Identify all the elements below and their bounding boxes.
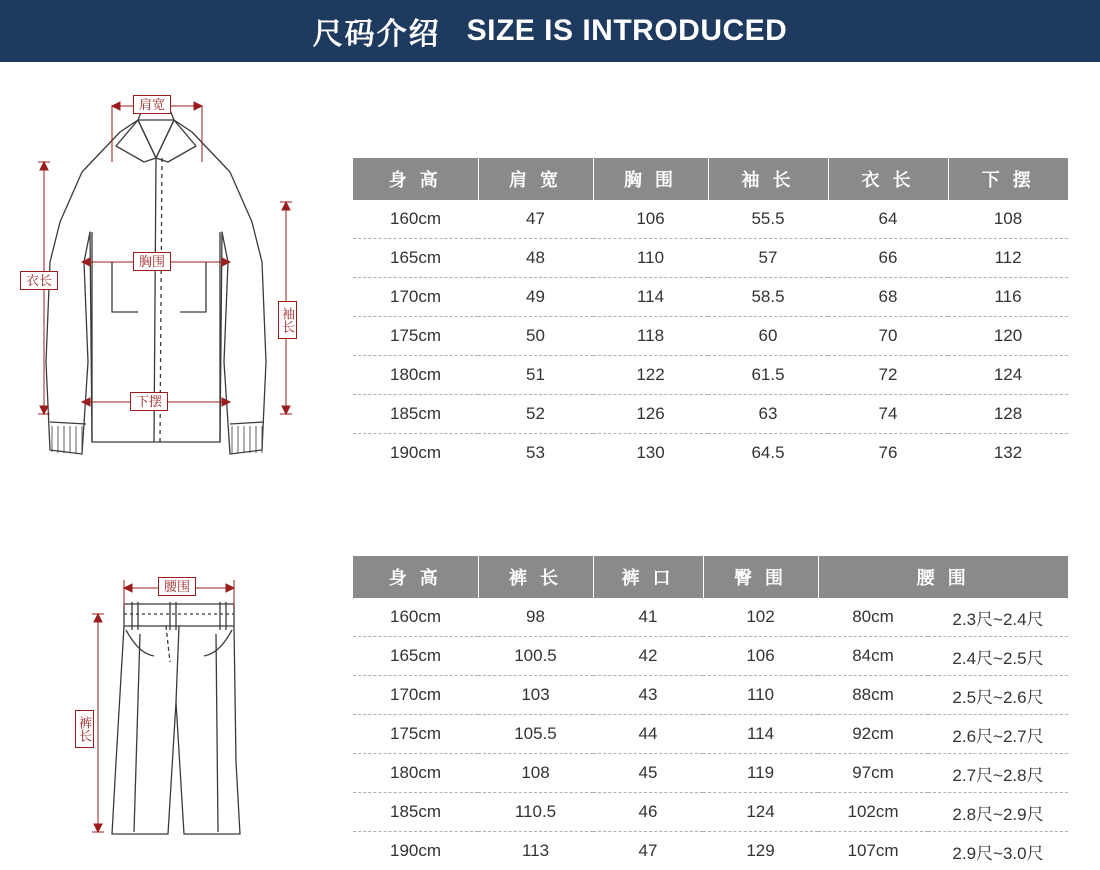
cell-shoulder: 48 <box>478 239 593 278</box>
cell-shoulder: 51 <box>478 356 593 395</box>
cell-pants-length: 105.5 <box>478 715 593 754</box>
cell-shoulder: 53 <box>478 434 593 473</box>
table-row <box>353 598 1068 637</box>
cell-waist-cm: 80cm <box>818 598 928 637</box>
cell-pants-length: 98 <box>478 598 593 637</box>
table-row <box>353 317 1068 356</box>
cell-pants-length: 100.5 <box>478 637 593 676</box>
cell-chest: 118 <box>593 317 708 356</box>
cell-hip: 110 <box>703 676 818 715</box>
cell-pants-length: 103 <box>478 676 593 715</box>
cell-sleeve: 55.5 <box>708 200 828 239</box>
jacket-size-table-wrapper <box>353 158 1068 472</box>
cell-height: 160cm <box>353 598 478 637</box>
cell-length: 76 <box>828 434 948 473</box>
pants-diagram <box>20 462 340 837</box>
cell-pants-opening: 45 <box>593 754 703 793</box>
jacket-size-table <box>353 158 1068 472</box>
cell-chest: 114 <box>593 278 708 317</box>
cell-height: 170cm <box>353 676 478 715</box>
cell-pants-opening: 44 <box>593 715 703 754</box>
cell-hem: 120 <box>948 317 1068 356</box>
col-header-pants-opening: 裤 口 <box>593 556 703 598</box>
label-shoulder-width: 肩宽 <box>133 95 171 114</box>
table-row <box>353 239 1068 278</box>
table-row <box>353 356 1068 395</box>
content-area <box>0 62 1100 837</box>
col-header-height: 身 高 <box>353 556 478 598</box>
col-header-hip: 臀 围 <box>703 556 818 598</box>
cell-hip: 119 <box>703 754 818 793</box>
col-header-shoulder: 肩 宽 <box>478 158 593 200</box>
cell-waist-cm: 88cm <box>818 676 928 715</box>
cell-pants-opening: 41 <box>593 598 703 637</box>
cell-hip: 114 <box>703 715 818 754</box>
cell-height: 175cm <box>353 715 478 754</box>
cell-hem: 128 <box>948 395 1068 434</box>
cell-sleeve: 58.5 <box>708 278 828 317</box>
cell-length: 70 <box>828 317 948 356</box>
cell-waist-cm: 107cm <box>818 832 928 870</box>
jacket-diagram <box>20 62 340 462</box>
cell-sleeve: 64.5 <box>708 434 828 473</box>
cell-waist-cm: 84cm <box>818 637 928 676</box>
cell-shoulder: 47 <box>478 200 593 239</box>
cell-hem: 132 <box>948 434 1068 473</box>
cell-hem: 116 <box>948 278 1068 317</box>
cell-hip: 102 <box>703 598 818 637</box>
col-header-height: 身 高 <box>353 158 478 200</box>
page-title-en: SIZE IS INTRODUCED <box>467 14 788 48</box>
cell-height: 185cm <box>353 793 478 832</box>
cell-pants-opening: 47 <box>593 832 703 870</box>
cell-length: 68 <box>828 278 948 317</box>
table-row <box>353 200 1068 239</box>
cell-chest: 130 <box>593 434 708 473</box>
cell-height: 180cm <box>353 356 478 395</box>
cell-height: 165cm <box>353 239 478 278</box>
table-row <box>353 278 1068 317</box>
cell-chest: 110 <box>593 239 708 278</box>
col-header-hem: 下 摆 <box>948 158 1068 200</box>
col-header-chest: 胸 围 <box>593 158 708 200</box>
cell-hip: 124 <box>703 793 818 832</box>
cell-height: 185cm <box>353 395 478 434</box>
cell-height: 180cm <box>353 754 478 793</box>
cell-hem: 108 <box>948 200 1068 239</box>
cell-hem: 112 <box>948 239 1068 278</box>
table-row <box>353 754 1068 793</box>
table-row <box>353 832 1068 870</box>
cell-waist-chi: 2.8尺~2.9尺 <box>928 793 1068 832</box>
page-title-cn: 尺码介绍 <box>313 9 441 53</box>
col-header-length: 衣 长 <box>828 158 948 200</box>
label-garment-length: 衣长 <box>20 271 58 290</box>
jacket-illustration-svg <box>20 62 340 462</box>
cell-hip: 129 <box>703 832 818 870</box>
cell-height: 170cm <box>353 278 478 317</box>
table-row <box>353 793 1068 832</box>
col-header-sleeve: 袖 长 <box>708 158 828 200</box>
cell-waist-cm: 97cm <box>818 754 928 793</box>
label-waist: 腰围 <box>158 577 196 596</box>
jacket-section <box>0 62 1100 462</box>
cell-waist-chi: 2.9尺~3.0尺 <box>928 832 1068 870</box>
cell-length: 74 <box>828 395 948 434</box>
cell-pants-opening: 43 <box>593 676 703 715</box>
cell-sleeve: 57 <box>708 239 828 278</box>
label-pants-length: 裤长 <box>75 710 94 748</box>
cell-sleeve: 63 <box>708 395 828 434</box>
table-row <box>353 637 1068 676</box>
label-chest: 胸围 <box>133 252 171 271</box>
cell-pants-length: 113 <box>478 832 593 870</box>
cell-pants-length: 108 <box>478 754 593 793</box>
col-header-waist: 腰 围 <box>818 556 1068 598</box>
table-row <box>353 395 1068 434</box>
cell-pants-length: 110.5 <box>478 793 593 832</box>
pants-section <box>0 462 1100 837</box>
label-hem: 下摆 <box>130 392 168 411</box>
cell-length: 72 <box>828 356 948 395</box>
cell-shoulder: 50 <box>478 317 593 356</box>
cell-height: 165cm <box>353 637 478 676</box>
table-header-row <box>353 158 1068 200</box>
table-header-row <box>353 556 1068 598</box>
cell-waist-chi: 2.5尺~2.6尺 <box>928 676 1068 715</box>
cell-shoulder: 49 <box>478 278 593 317</box>
cell-waist-cm: 102cm <box>818 793 928 832</box>
page-header <box>0 0 1100 62</box>
pants-size-table-wrapper <box>353 556 1068 870</box>
cell-chest: 106 <box>593 200 708 239</box>
cell-hem: 124 <box>948 356 1068 395</box>
cell-waist-chi: 2.7尺~2.8尺 <box>928 754 1068 793</box>
label-sleeve-length: 袖长 <box>278 301 297 339</box>
table-row <box>353 676 1068 715</box>
cell-height: 190cm <box>353 832 478 870</box>
cell-height: 160cm <box>353 200 478 239</box>
cell-hip: 106 <box>703 637 818 676</box>
cell-sleeve: 61.5 <box>708 356 828 395</box>
pants-size-table <box>353 556 1068 870</box>
cell-sleeve: 60 <box>708 317 828 356</box>
col-header-pants-length: 裤 长 <box>478 556 593 598</box>
cell-chest: 122 <box>593 356 708 395</box>
cell-length: 66 <box>828 239 948 278</box>
cell-height: 175cm <box>353 317 478 356</box>
cell-waist-cm: 92cm <box>818 715 928 754</box>
cell-height: 190cm <box>353 434 478 473</box>
cell-length: 64 <box>828 200 948 239</box>
cell-shoulder: 52 <box>478 395 593 434</box>
cell-pants-opening: 42 <box>593 637 703 676</box>
cell-waist-chi: 2.6尺~2.7尺 <box>928 715 1068 754</box>
pants-illustration-svg <box>20 462 340 837</box>
table-row <box>353 715 1068 754</box>
cell-waist-chi: 2.4尺~2.5尺 <box>928 637 1068 676</box>
cell-chest: 126 <box>593 395 708 434</box>
cell-pants-opening: 46 <box>593 793 703 832</box>
cell-waist-chi: 2.3尺~2.4尺 <box>928 598 1068 637</box>
